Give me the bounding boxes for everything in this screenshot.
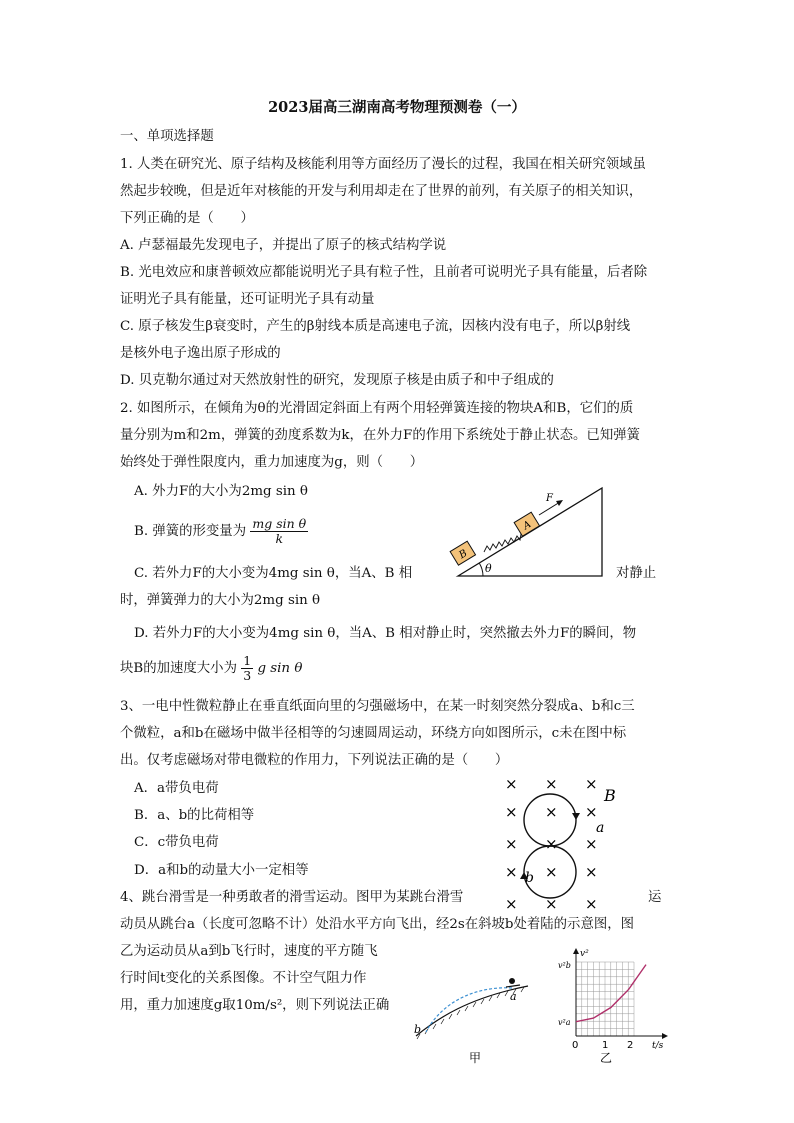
incline-figure [455,485,605,580]
q2-option-c: C. 若外力F的大小变为4mg sin θ，当A、B 相 [134,566,413,581]
field-cross: × [585,803,598,821]
chart-grid [576,962,634,1036]
block-a-label: A [521,519,534,533]
q2-option-b [134,515,308,549]
q2-option-d: D. 若外力F的大小变为4mg sin θ，当A、B 相对静止时，突然撤去外力F的瞬间，物 [134,626,637,641]
q2-option-d-prefix: 块B的加速度大小为 [120,661,237,676]
q4-stem-line: 4、跳台滑雪是一种勇敢者的滑雪运动。图甲为某跳台滑雪 [120,890,464,905]
y-axis-label: v² [580,949,589,959]
field-cross: × [545,775,558,793]
skier-skis [506,985,520,987]
q3-stem-line: 出。仅考虑磁场对带电微粒的作用力，下列说法正确的是（ ） [120,753,509,768]
x-axis-label: t/s [652,1041,664,1051]
q3-option-b: B．a、b的比荷相等 [134,808,255,823]
field-cross: × [545,835,558,853]
q4-stem-line-tail: 运 [648,890,662,905]
q3-option-a: A．a带负电荷 [134,781,219,796]
q1-option-b: B. 光电效应和康普顿效应都能说明光子具有粒子性，且前者可说明光子具有能量，后者除 [120,265,648,280]
orbit-a-arrow [572,813,580,820]
x-tick-2: 2 [627,1040,634,1051]
field-cross: × [585,895,598,913]
q4-stem-line: 行时间t变化的关系图像。不计空气阻力作 [120,971,367,986]
particle-a-label: a [596,820,605,836]
skier-icon [509,978,515,984]
force-label: F [546,493,553,504]
q2-option-b-fraction [250,517,308,546]
y-tick-va: v²a [558,1018,571,1027]
velocity-squared-chart [556,944,686,1064]
q1-option-c-cont: 是核外电子逸出原子形成的 [120,346,281,361]
field-cross: × [505,863,518,881]
field-cross: × [585,835,598,853]
fraction-numerator: 1 [243,653,252,668]
figure-caption-yi: 乙 [600,1051,613,1065]
force-arrowhead [556,500,563,506]
q3-option-d: D．a和b的动量大小一定相等 [134,863,309,878]
x-tick-1: 1 [602,1040,609,1051]
block-a [514,512,539,536]
q1-option-c: C. 原子核发生β衰变时，产生的β射线本质是高速电子流，因核内没有电子，所以β射线 [120,319,631,334]
field-cross: × [545,895,558,913]
y-tick-vb: v²b [558,961,571,970]
field-cross: × [505,803,518,821]
particle-b-label: b [525,870,534,886]
field-cross: × [505,775,518,793]
q2-option-c-tail: 对静止 [616,566,657,581]
q1-option-d: D. 贝克勒尔通过对天然放射性的研究，发现原子核是由质子和中子组成的 [120,373,554,388]
q2-option-b-prefix: B. 弹簧的形变量为 [134,524,247,539]
field-cross: × [545,863,558,881]
q3-option-c: C．c带负电荷 [134,835,219,850]
x-tick-0: 0 [572,1040,579,1051]
block-b-label: B [457,548,470,562]
x-axis-arrow [662,1033,668,1039]
q2-option-d-fraction [241,654,253,683]
q3-stem-line: 个微粒，a和b在磁场中做半径相等的匀速圆周运动，环绕方向如图所示，c未在图中标 [120,726,627,741]
field-cross: × [505,835,518,853]
q2-stem-line: 始终处于弹性限度内，重力加速度为g，则（ ） [120,455,424,470]
q2-option-c-cont: 时，弹簧弹力的大小为2mg sin θ [120,593,321,608]
field-crosses [505,775,598,913]
field-cross: × [545,803,558,821]
q2-option-d-suffix: g sin θ [257,661,303,676]
q1-stem-line: 下列正确的是（ ） [120,211,254,226]
figure-caption-jia: 甲 [469,1051,482,1065]
field-cross: × [585,775,598,793]
q4-stem-line: 乙为运动员从a到b飞行时，速度的平方随飞 [120,944,378,959]
section-heading: 一、单项选择题 [120,129,214,144]
q4-stem-line: 动员从跳台a（长度可忽略不计）处沿水平方向飞出，经2s在斜坡b处着陆的示意图，图 [120,917,635,932]
q2-stem-line: 量分别为m和2m，弹簧的劲度系数为k，在外力F的作用下系统处于静止状态。已知弹簧 [120,428,640,443]
q1-stem-line: 1. 人类在研究光、原子结构及核能利用等方面经历了漫长的过程，我国在相关研究领域虽 [120,157,646,172]
block-b [450,541,475,565]
page-title: 2023届高三湖南高考物理预测卷（一） [268,99,526,116]
q3-stem-line: 3、一电中性微粒静止在垂直纸面向里的匀强磁场中，在某一时刻突然分裂成a、b和c三 [120,699,635,714]
field-label-b: B [604,786,616,805]
angle-arc [480,564,484,577]
landing-label: b [414,1023,422,1036]
theta-label: θ [485,562,492,575]
ski-jump-figure [408,970,538,1065]
field-cross: × [505,895,518,913]
q2-option-a: A. 外力F的大小为2mg sin θ [134,484,308,499]
takeoff-label: a [510,990,517,1003]
q1-option-b-cont: 证明光子具有能量，还可证明光子具有动量 [120,292,375,307]
field-cross: × [585,863,598,881]
slope-hatch [417,987,524,1039]
fraction-numerator: mg sin θ [252,516,307,531]
q2-stem-line: 2. 如图所示，在倾角为θ的光滑固定斜面上有两个用轻弹簧连接的物块A和B，它们的质 [120,401,634,416]
q1-stem-line: 然起步较晚，但是近年对核能的开发与利用却走在了世界的前列，有关原子的相关知识， [120,184,643,199]
fraction-denominator: 3 [243,668,252,683]
q1-option-a: A. 卢瑟福最先发现电子，并提出了原子的核式结构学说 [120,238,447,253]
magnetic-field-figure [498,772,638,912]
q2-option-d-cont [120,652,302,686]
y-axis-arrow [573,948,579,954]
fraction-denominator: k [275,531,284,546]
q4-stem-line: 用，重力加速度g取10m/s²，则下列说法正确 [120,998,390,1013]
